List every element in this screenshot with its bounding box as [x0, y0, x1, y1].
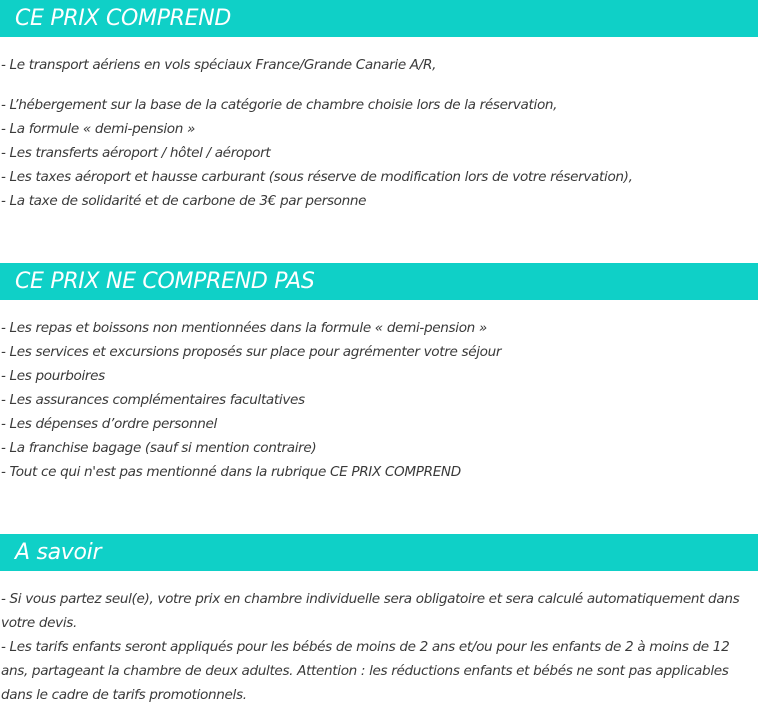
list-item: - Si vous partez seul(e), votre prix en chambre individuelle sera obligatoire et sera calculé automatiquement dans votre devis. [1, 591, 740, 631]
list-item: - Les assurances complémentaires facultatives [1, 392, 305, 408]
list-item: - Les dépenses d’ordre personnel [1, 416, 217, 432]
list-item: - Les taxes aéroport et hausse carburant (sous réserve de modification lors de votre réservation), [1, 169, 633, 185]
list-item: - Les services et excursions proposés sur place pour agrémenter votre séjour [1, 344, 502, 360]
section-header-ce-prix-ne-comprend-pas [0, 263, 758, 300]
section-body-ce-prix-comprend [1, 53, 753, 213]
list-item: - Tout ce qui n'est pas mentionné dans la rubrique CE PRIX COMPREND [1, 464, 461, 480]
list-item: - L’hébergement sur la base de la catégorie de chambre choisie lors de la réservation, [1, 97, 558, 113]
section-header-a-savoir [0, 534, 758, 571]
list-item: - Les transferts aéroport / hôtel / aéroport [1, 145, 271, 161]
list-item: - Le transport aériens en vols spéciaux France/Grande Canarie A/R, [1, 57, 437, 73]
list-item: - La taxe de solidarité et de carbone de 3€ par personne [1, 193, 367, 209]
section-title: CE PRIX NE COMPREND PAS [15, 269, 315, 294]
section-header-ce-prix-comprend [0, 0, 758, 37]
list-item: - Les pourboires [1, 368, 105, 384]
list-item: - Les repas et boissons non mentionnées dans la formule « demi-pension » [1, 320, 487, 336]
section-body-ce-prix-ne-comprend-pas [1, 316, 753, 484]
list-item: - Les tarifs enfants seront appliqués pour les bébés de moins de 2 ans et/ou pour les enfants de 2 à moins de 12 ans, partageant la chambre de deux adultes. Attention : les réductions enfants et bébés ne sont pas applicables dans le cadre de tarifs promotionnels. [1, 639, 730, 703]
section-title: CE PRIX COMPREND [15, 6, 232, 31]
list-item: - La formule « demi-pension » [1, 121, 196, 137]
section-title: A savoir [15, 540, 102, 565]
list-item: - La franchise bagage (sauf si mention contraire) [1, 440, 317, 456]
section-body-a-savoir [1, 587, 753, 707]
